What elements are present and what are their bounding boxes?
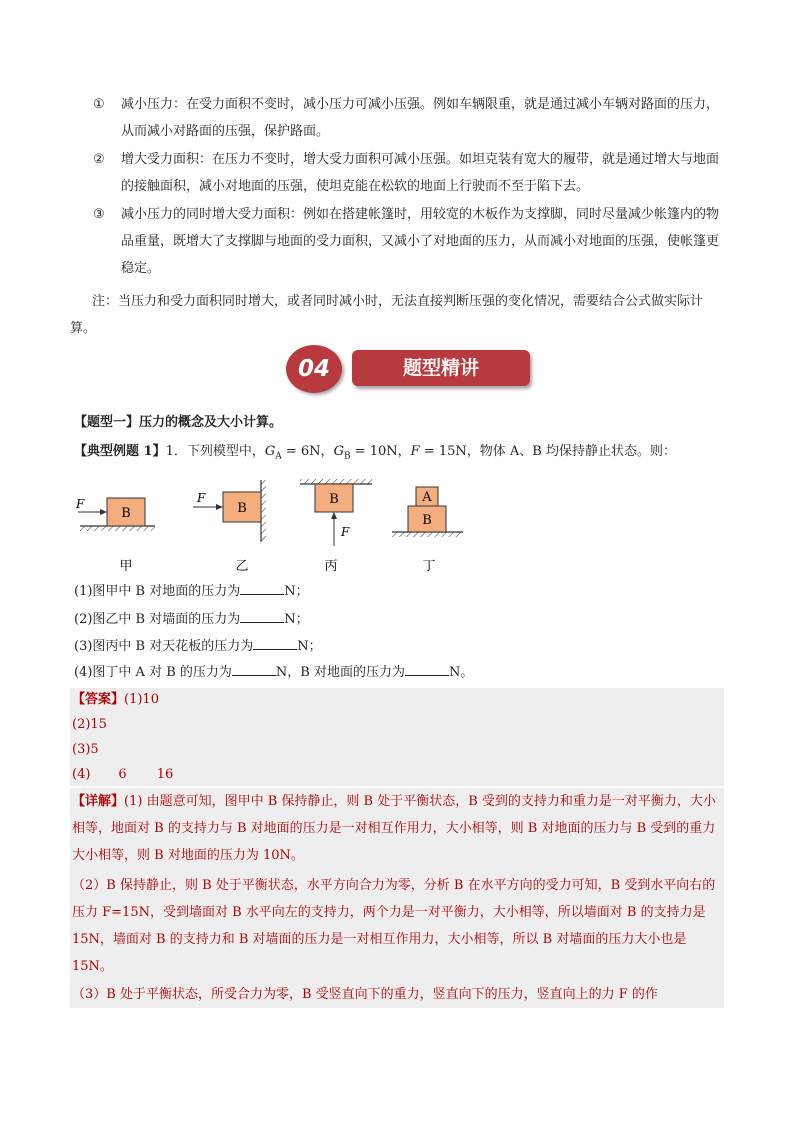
force-label: F [76, 497, 85, 511]
block-b-label: B [237, 501, 247, 516]
list-text: 减小压力：在受力面积不变时，减小压力可减小压强。例如车辆限重，就是通过减小车辆对路面的压力，从而减小对路面的压强，保护路面。 [121, 97, 720, 139]
list-item-1 [93, 91, 725, 145]
question-unit: N； [284, 612, 309, 627]
answer-value: 6 [118, 767, 127, 782]
answer-line-1 [72, 689, 159, 711]
list-number: ③ [93, 207, 105, 222]
answer-blank [240, 582, 284, 595]
f-value: = 15N，物体 A、B 均保持静止状态。则： [419, 444, 676, 459]
detail-label: 【详解】 [72, 794, 125, 809]
section-number-badge: 04 [286, 345, 342, 393]
question-3 [74, 637, 322, 657]
example-stem [74, 442, 676, 467]
answer-line-2: (2)15 [72, 717, 107, 732]
detail-paragraph-1 [72, 788, 722, 869]
gb-symbol: G [333, 444, 344, 459]
detail-text: (1) 由题意可知，图甲中 B 保持静止，则 B 处于平衡状态，B 受到的支持力和重力是一对平衡力，大小相等，地面对 B 的支持力与 B 对地面的压力是一对相互作用力，大小相等，则 B 对地面的压力与 B 受到的重力大小相等，则 B 对地面的压力为 10N。 [72, 794, 716, 863]
question-unit: N。 [448, 665, 474, 680]
answer-blank [232, 663, 276, 676]
arrow-icon [100, 509, 107, 515]
question-text: (2)图乙中 B 对墙面的压力为 [74, 612, 241, 627]
gb-subscript: B [343, 451, 351, 462]
ga-subscript: A [275, 451, 282, 462]
question-text: N，B 对地面的压力为 [275, 665, 405, 680]
section-title: 题型精讲 [352, 350, 530, 386]
figure-ding [392, 487, 463, 574]
force-diagrams [70, 470, 470, 578]
block-b-label: B [121, 506, 131, 521]
gb-value: = 10N， [350, 444, 411, 459]
list-number: ② [93, 152, 105, 167]
example-label: 【典型例题 1】 [74, 444, 166, 459]
question-2 [74, 610, 309, 630]
type-heading: 【题型一】压力的概念及大小计算。 [74, 415, 283, 430]
answer-line-4 [72, 764, 173, 786]
question-text: (3)图丙中 B 对天花板的压力为 [74, 639, 254, 654]
caption-ding: 丁 [422, 559, 436, 574]
force-label: F [197, 491, 206, 505]
detail-paragraph-3: （3）B 处于平衡状态，所受合力为零，B 受竖直向下的重力，竖直向下的压力，竖直向上的力 F 的作 [72, 987, 658, 1002]
block-b-label: B [422, 513, 432, 528]
list-item-3 [93, 201, 725, 282]
figure-yi [193, 480, 266, 574]
answer-blank [240, 610, 284, 623]
detail-paragraph-2: （2）B 保持静止，则 B 处于平衡状态，水平方向合力为零，分析 B 在水平方向的受力可知，B 受到水平向右的压力 F=15N，受到墙面对 B 水平向左的支持力，两个力是一对平衡力，大小相等，所以墙面对 B 的支持力是 15N，墙面对 B 的支持力和 B 对墙面的压力是一对相互作用力，大小相等，所以 B 对墙面的压力大小也是 15N。 [72, 878, 716, 974]
ga-value: = 6N， [281, 444, 334, 459]
question-4 [74, 663, 473, 683]
question-text: (4)图丁中 A 对 B 的压力为 [74, 665, 232, 680]
figure-bing [300, 479, 372, 574]
answer-value: (1)10 [124, 692, 159, 707]
answer-label: 【答案】 [72, 692, 125, 707]
question-text: (1)图甲中 B 对地面的压力为 [74, 584, 241, 599]
answer-blank [253, 637, 297, 650]
answer-value: 16 [156, 767, 174, 782]
force-label: F [341, 525, 350, 539]
question-unit: N； [297, 639, 322, 654]
question-1 [74, 582, 309, 602]
figure-jia [75, 497, 155, 574]
block-b-label: B [329, 492, 339, 507]
list-text: 减小压力的同时增大受力面积：例如在搭建帐篷时，用较宽的木板作为支撑脚，同时尽量减少帐篷内的物品重量，既增大了支撑脚与地面的受力面积，又减小了对地面的压力，从而减小对地面的压强，使帐篷更稳定。 [121, 207, 720, 276]
section-banner [286, 345, 536, 395]
ga-symbol: G [264, 444, 276, 459]
note-paragraph: 注：当压力和受力面积同时增大，或者同时减小时，无法直接判断压强的变化情况，需要结合公式做实际计算。 [70, 294, 704, 336]
arrow-icon [216, 504, 223, 510]
caption-jia: 甲 [119, 559, 133, 574]
block-a-label: A [422, 490, 432, 505]
f-symbol: F [410, 444, 420, 459]
answer-line-3: (3)5 [72, 742, 99, 757]
stem-start: 1．下列模型中， [165, 444, 265, 459]
list-number: ① [93, 97, 105, 112]
list-text: 增大受力面积：在压力不变时，增大受力面积可减小压强。如坦克装有宽大的履带，就是通过增大与地面的接触面积，减小对地面的压强，使坦克能在松软的地面上行驶而不至于陷下去。 [121, 152, 720, 194]
list-item-2 [93, 146, 725, 200]
caption-yi: 乙 [235, 559, 249, 574]
question-unit: N； [284, 584, 309, 599]
answer-number: (4) [72, 767, 91, 782]
arrow-icon [331, 512, 337, 519]
answer-blank [405, 663, 449, 676]
caption-bing: 丙 [324, 559, 338, 574]
